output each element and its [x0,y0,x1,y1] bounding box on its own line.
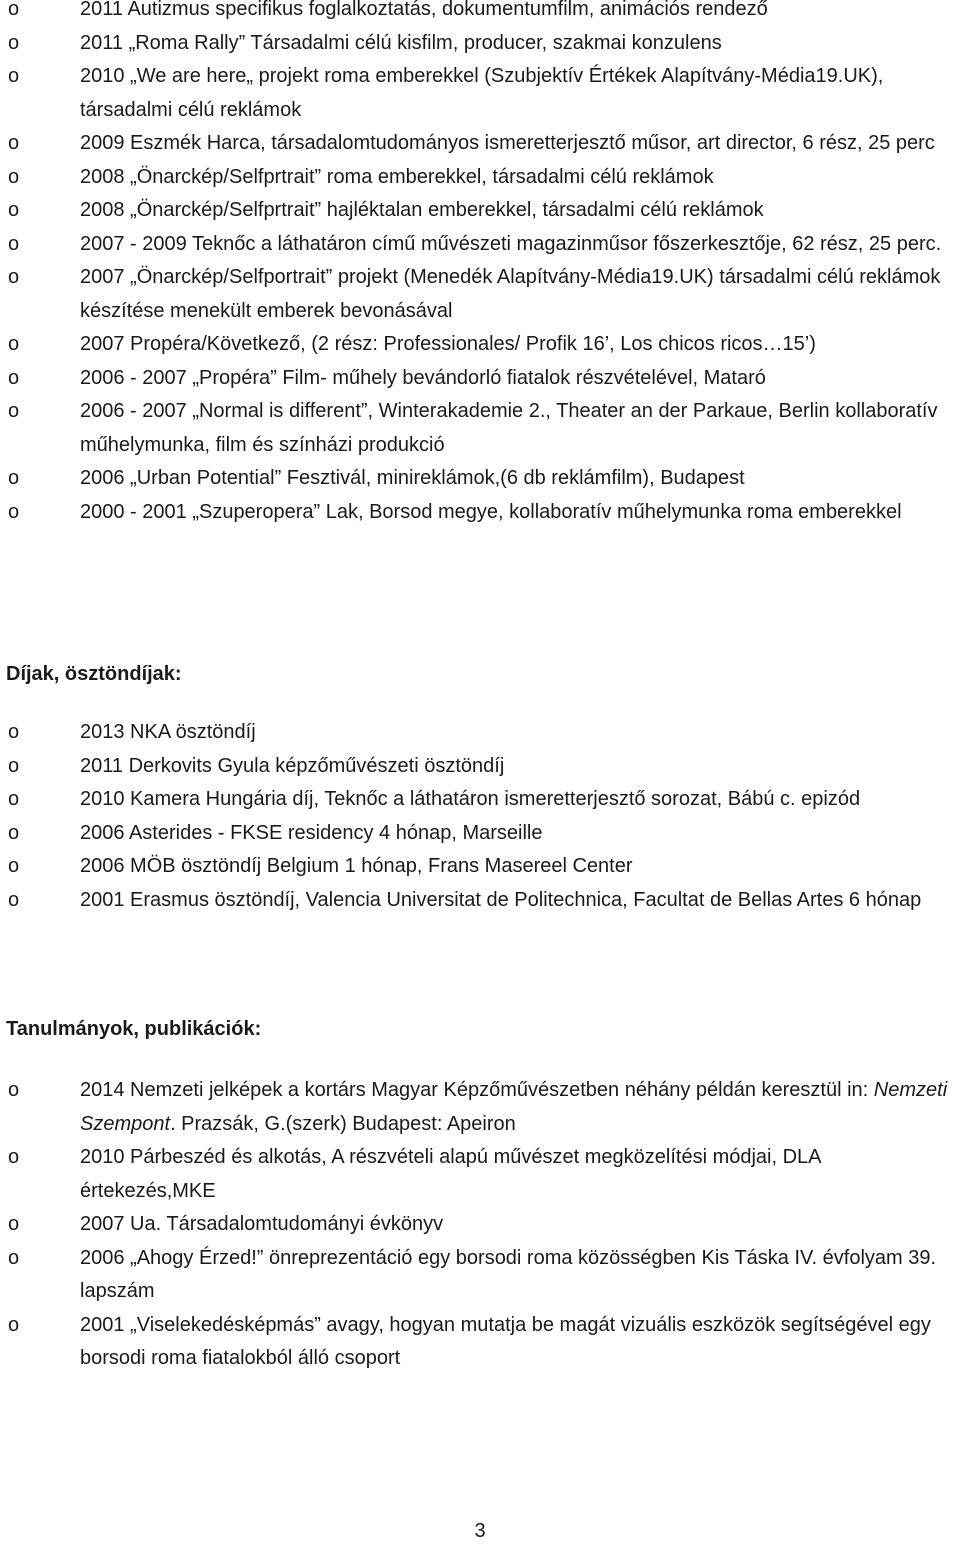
bullet-marker: o [8,199,20,221]
bullet-marker: o [8,266,20,288]
list-item [0,127,960,161]
bullet-marker: o [8,1246,20,1269]
list-item [0,60,960,127]
item-text: 2001 „Viselekedésképmás” avagy, hogyan mutatja be magát vizuális eszközök segítségével egy borsodi roma fiatalokból álló csoport [80,1313,931,1369]
list-item [0,783,960,817]
item-text: 2001 Erasmus ösztöndíj, Valencia Universitat de Politechnica, Facultat de Bellas Artes 6 hónap [80,888,922,911]
item-text: 2006 Asterides - FKSE residency 4 hónap, Marseille [80,821,543,844]
item-text: 2011 Autizmus specifikus foglalkoztatás, dokumentumfilm, animációs rendező [80,0,768,20]
list-item [0,750,960,784]
item-text: 2011 „Roma Rally” Társadalmi célú kisfilm, producer, szakmai konzulens [80,31,722,54]
item-text: 2000 - 2001 „Szuperopera” Lak, Borsod megye, kollaboratív műhelymunka roma emberekkel [80,500,902,523]
awards-section [0,716,960,917]
bullet-marker: o [8,132,20,154]
list-item [0,194,960,228]
awards-heading: Díjak, ösztöndíjak: [6,663,182,685]
item-text: 2008 „Önarckép/Selfprtrait” roma emberekkel, társadalmi célú reklámok [80,165,714,188]
list-item [0,0,960,27]
bullet-marker: o [8,821,20,844]
item-text: 2011 Derkovits Gyula képzőművészeti ösztöndíj [80,754,505,777]
list-item [0,27,960,61]
list-item [0,1242,960,1309]
item-text: 2007 „Önarckép/Selfportrait” projekt (Menedék Alapítvány-Média19.UK) társadalmi célú reklámok készítése menekült emberek bevonásával [80,266,941,322]
item-text-tail: . Prazsák, G.(szerk) Budapest: Apeiron [170,1112,516,1135]
item-text: 2007 - 2009 Teknőc a láthatáron című művészeti magazinműsor főszerkesztője, 62 rész, 25 perc. [80,232,942,255]
bullet-marker: o [8,366,20,389]
bullet-marker: o [8,754,20,777]
bullet-marker: o [8,0,20,20]
item-text: 2014 Nemzeti jelképek a kortárs Magyar Képzőművészetben néhány példán keresztül in: [80,1079,874,1101]
bullet-marker: o [8,1146,20,1168]
item-text: 2007 Ua. Társadalomtudományi évkönyv [80,1213,444,1235]
bullet-marker: o [8,788,20,810]
publications-list [0,1074,960,1376]
bullet-marker: o [8,65,20,87]
projects-list [0,0,960,529]
item-text: 2013 NKA ösztöndíj [80,721,256,743]
bullet-marker: o [8,500,20,523]
publications-heading: Tanulmányok, publikációk: [6,1018,262,1040]
item-text: 2008 „Önarckép/Selfprtrait” hajléktalan emberekkel, társadalmi célú reklámok [80,199,764,221]
bullet-marker: o [8,333,20,355]
bullet-marker: o [8,888,20,911]
list-item [0,395,960,462]
list-item [0,1074,960,1141]
item-text: 2006 MÖB ösztöndíj Belgium 1 hónap, Frans Masereel Center [80,855,633,877]
bullet-marker: o [8,1313,20,1336]
item-text: 2010 Párbeszéd és alkotás, A részvételi alapú művészet megközelítési módjai, DLA értekezés,MKE [80,1146,821,1202]
item-text: 2006 - 2007 „Propéra” Film- műhely bevándorló fiatalok részvételével, Mataró [80,366,766,389]
bullet-marker: o [8,467,20,489]
journal-title: Nemzeti Szempont [80,1079,948,1135]
list-item [0,228,960,262]
bullet-marker: o [8,1079,20,1101]
item-text: 2009 Eszmék Harca, társadalomtudományos ismeretterjesztő műsor, art director, 6 rész, 25 perc [80,132,935,154]
list-item [0,328,960,362]
list-item [0,161,960,195]
list-item [0,261,960,328]
bullet-marker: o [8,855,20,877]
list-item [0,716,960,750]
bullet-marker: o [8,165,20,188]
publications-section [0,1074,960,1376]
bullet-marker: o [8,232,20,255]
list-item [0,1141,960,1208]
page-number: 3 [474,1520,486,1542]
item-text: 2006 - 2007 „Normal is different”, Winterakademie 2., Theater an der Parkaue, Berlin kollaboratív műhelymunka, film és színházi produkció [80,400,938,456]
list-item [0,362,960,396]
list-item [0,496,960,530]
list-item [0,462,960,496]
bullet-marker: o [8,400,20,422]
bullet-marker: o [8,1213,20,1235]
list-item [0,884,960,918]
item-text: 2010 Kamera Hungária díj, Teknőc a láthatáron ismeretterjesztő sorozat, Bábú c. epizód [80,788,861,810]
item-text: 2006 „Ahogy Érzed!” önreprezentáció egy borsodi roma közösségben Kis Táska IV. évfolyam 39. lapszám [80,1246,937,1302]
projects-section [0,0,960,529]
list-item [0,817,960,851]
list-item [0,1309,960,1376]
item-text: 2006 „Urban Potential” Fesztivál, minireklámok,(6 db reklámfilm), Budapest [80,467,745,489]
item-text: 2007 Propéra/Következő, (2 rész: Professionales/ Profik 16’, Los chicos ricos…15’) [80,333,816,355]
bullet-marker: o [8,721,20,743]
list-item [0,850,960,884]
awards-list [0,716,960,917]
bullet-marker: o [8,31,20,54]
item-text: 2010 „We are here„ projekt roma emberekkel (Szubjektív Értékek Alapítvány-Média19.UK), társadalmi célú reklámok [80,65,884,121]
list-item [0,1208,960,1242]
